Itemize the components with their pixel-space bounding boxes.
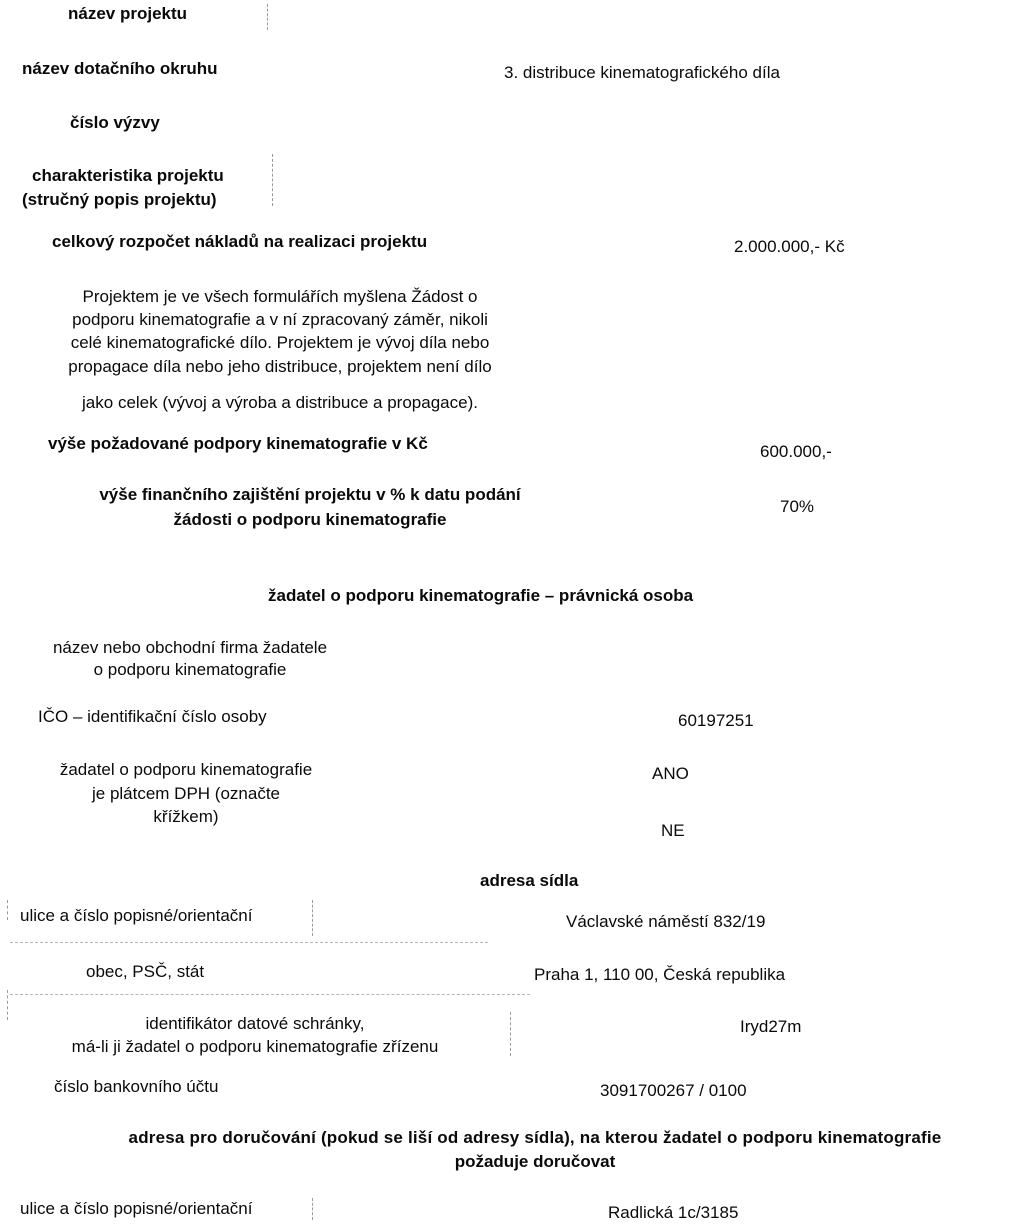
characteristics-label-sub: (stručný popis projektu)	[22, 190, 217, 209]
requested-support-value: 600.000,-	[760, 442, 832, 461]
vat-label-sub: je plátcem DPH (označte	[91, 784, 281, 803]
applicant-name-label: název nebo obchodní firma žadatele	[52, 638, 328, 657]
applicant-section-title: žadatel o podporu kinematografie – právnická osoba	[268, 586, 694, 605]
call-number-label: číslo výzvy	[70, 113, 160, 132]
city-label: obec, PSČ, stát	[86, 962, 205, 981]
form-line	[10, 942, 488, 943]
vat-label: žadatel o podporu kinematografie	[59, 760, 313, 779]
form-line	[272, 154, 273, 206]
total-budget-value: 2.000.000,- Kč	[734, 237, 845, 256]
ico-label: IČO – identifikační číslo osoby	[38, 707, 267, 726]
note-line: celé kinematografické dílo. Projektem je vývoj díla nebo	[70, 333, 490, 352]
form-line	[7, 900, 8, 920]
databox-label: identifikátor datové schránky,	[145, 1014, 365, 1033]
vat-label-sub2: křížkem)	[153, 807, 219, 826]
city-value: Praha 1, 110 00, Česká republika	[534, 965, 786, 984]
total-budget-label: celkový rozpočet nákladů na realizaci projektu	[52, 232, 428, 251]
note-line: jako celek (vývoj a výroba a distribuce a propagace).	[82, 393, 478, 412]
street-label: ulice a číslo popisné/orientační	[20, 906, 253, 925]
note-line: podporu kinematografie a v ní zpracovaný záměr, nikoli	[72, 310, 488, 329]
project-name-label: název projektu	[68, 4, 188, 23]
characteristics-label: charakteristika projektu	[32, 166, 224, 185]
form-line	[7, 990, 8, 1020]
financing-label-sub: žádosti o podporu kinematografie	[173, 510, 447, 529]
financing-value: 70%	[780, 497, 815, 516]
grant-area-value: 3. distribuce kinematografického díla	[504, 63, 780, 82]
street-value: Václavské náměstí 832/19	[566, 912, 766, 931]
ico-value: 60197251	[678, 711, 754, 730]
bank-account-label: číslo bankovního účtu	[54, 1077, 219, 1096]
form-line	[10, 994, 530, 995]
form-line	[267, 4, 268, 30]
delivery-street-value: Radlická 1c/3185	[608, 1203, 739, 1222]
delivery-section-title-sub: požaduje doručovat	[454, 1152, 616, 1171]
financing-label: výše finančního zajištění projektu v % k datu podání	[99, 485, 521, 504]
databox-label-sub: má-li ji žadatel o podporu kinematografie zřízenu	[71, 1037, 439, 1056]
vat-yes-option: ANO	[652, 764, 689, 783]
vat-no-option: NE	[661, 821, 685, 840]
bank-account-value: 3091700267 / 0100	[600, 1081, 747, 1100]
requested-support-label: výše požadované podpory kinematografie v Kč	[48, 434, 428, 453]
address-section-title: adresa sídla	[480, 871, 579, 890]
note-line: Projektem je ve všech formulářích myšlena Žádost o	[82, 287, 478, 306]
applicant-name-label-sub: o podporu kinematografie	[93, 660, 287, 679]
delivery-section-title: adresa pro doručování (pokud se liší od adresy sídla), na kterou žadatel o podporu kinematografie	[128, 1128, 942, 1147]
grant-area-label: název dotačního okruhu	[22, 59, 218, 78]
form-line	[312, 1198, 313, 1220]
delivery-street-label: ulice a číslo popisné/orientační	[20, 1199, 253, 1218]
form-line	[312, 900, 313, 936]
form-line	[510, 1012, 511, 1056]
note-line: propagace díla nebo jeho distribuce, projektem není dílo	[68, 357, 492, 376]
databox-value: Iryd27m	[740, 1017, 802, 1036]
